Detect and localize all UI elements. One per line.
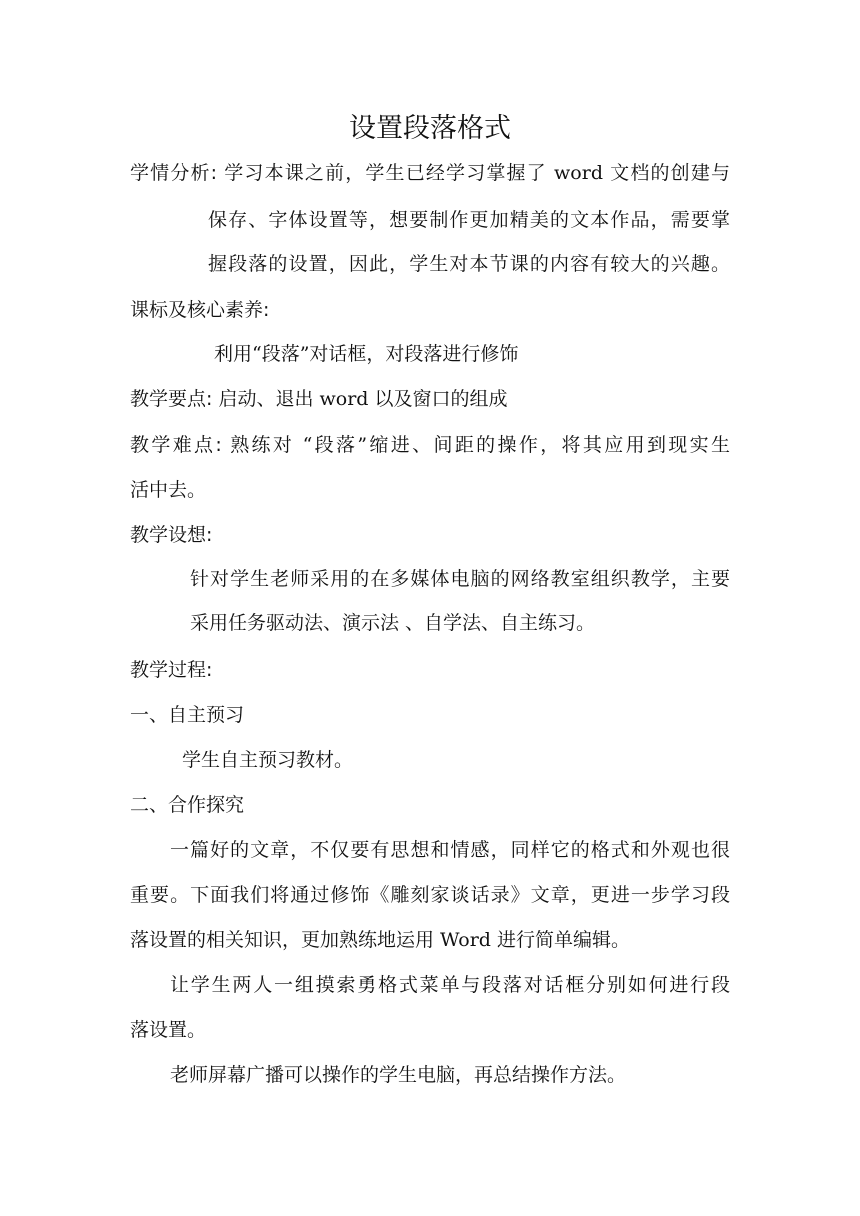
difficulties-line-2: 活中去。 [130, 479, 207, 501]
learner-analysis-label: 学情分析 [130, 162, 211, 184]
key-points-line [130, 386, 508, 412]
standards-content: 利用“段落”对话框，对段落进行修饰 [214, 343, 519, 365]
design-line-1: 针对学生老师采用的在多媒体电脑的网络教室组织教学，主要 [190, 568, 730, 590]
learner-analysis-line-2: 保存、字体设置等，想要制作更加精美的文本作品，需要掌 [208, 209, 730, 231]
step2-paragraph-1-line-2: 重要。下面我们将通过修饰《雕刻家谈话录》文章，更进一步学习段 [130, 884, 730, 906]
label-separator: : [215, 434, 222, 456]
step2-paragraph-1-line-3: 落设置的相关知识，更加熟练地运用 Word 进行简单编辑。 [130, 929, 631, 951]
label-separator: : [210, 162, 218, 184]
key-points-label: 教学要点 [130, 388, 207, 410]
label-separator: : [263, 299, 270, 321]
step1-content: 学生自主预习教材。 [182, 749, 354, 771]
difficulties-label: 教学难点 [130, 434, 216, 456]
step2-paragraph-2-line-1: 让学生两人一组摸索勇格式菜单与段落对话框分别如何进行段 [170, 974, 730, 996]
design-heading [130, 522, 212, 548]
learner-analysis-text-1: 学习本课之前，学生已经学习掌握了 word 文档的创建与 [224, 162, 730, 184]
difficulties-text-1: 熟练对 “段落”缩进、间距的操作，将其应用到现实生 [230, 434, 730, 456]
design-label: 教学设想 [130, 524, 207, 546]
design-line-2: 采用任务驱动法、演示法 、自学法、自主练习。 [190, 612, 596, 634]
step2-paragraph-2-line-2: 落设置。 [130, 1019, 207, 1041]
difficulties-line-1 [130, 432, 730, 458]
standards-label: 课标及核心素养 [130, 299, 264, 321]
learner-analysis-line-3: 握段落的设置，因此，学生对本节课的内容有较大的兴趣。 [208, 253, 730, 275]
step2-heading: 二、合作探究 [130, 794, 245, 816]
key-points-text: 启动、退出 word 以及窗口的组成 [218, 388, 508, 410]
label-separator: : [206, 659, 213, 681]
standards-heading [130, 297, 269, 323]
step1-heading: 一、自主预习 [130, 704, 245, 726]
process-heading [130, 657, 212, 683]
step2-paragraph-1-line-1: 一篇好的文章，不仅要有思想和情感，同样它的格式和外观也很 [170, 839, 730, 861]
learner-analysis-line-1 [130, 160, 730, 186]
document-title: 设置段落格式 [349, 113, 511, 144]
label-separator: : [206, 388, 213, 410]
step2-paragraph-3-line-1: 老师屏幕广播可以操作的学生电脑，再总结操作方法。 [170, 1064, 627, 1086]
label-separator: : [206, 524, 213, 546]
process-label: 教学过程 [130, 659, 207, 681]
